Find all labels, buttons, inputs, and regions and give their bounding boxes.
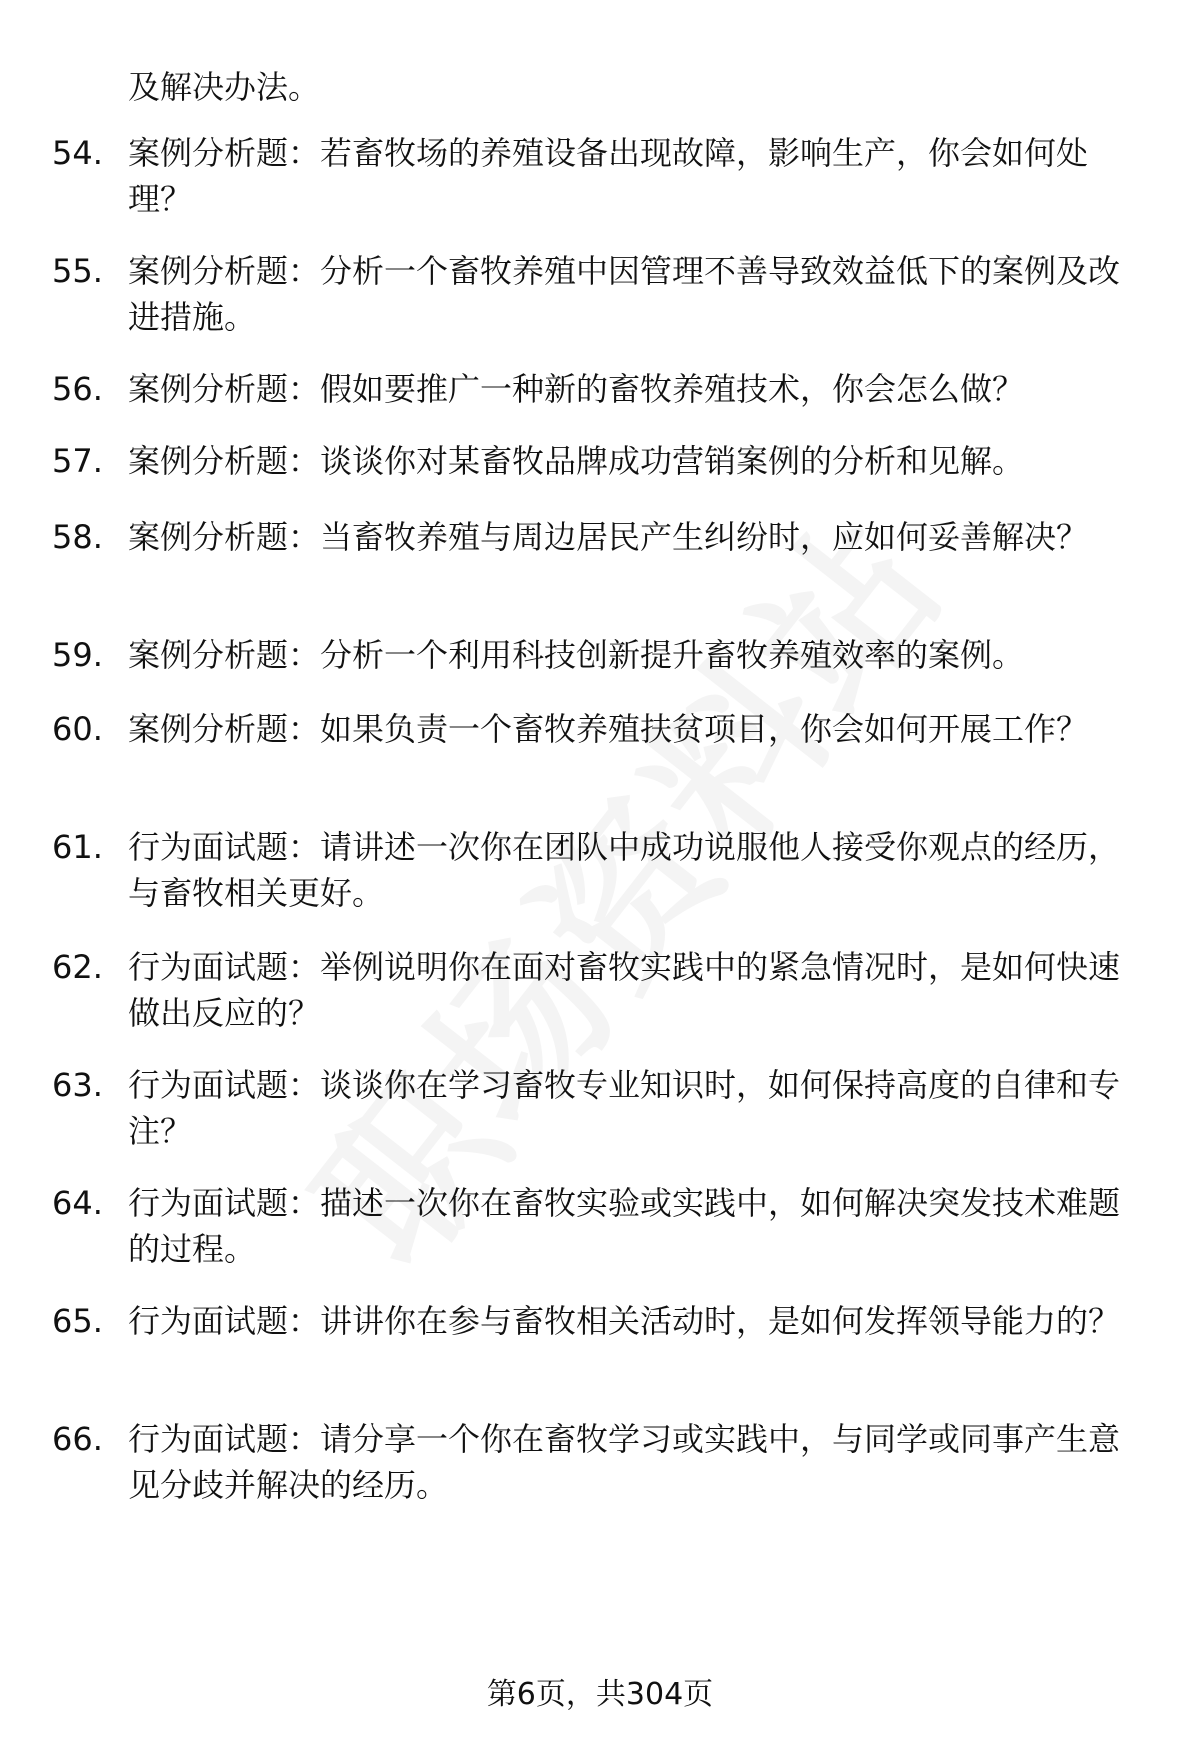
item-number: 55.	[52, 252, 103, 290]
item-text: 案例分析题：谈谈你对某畜牧品牌成功营销案例的分析和见解。	[128, 442, 1025, 480]
list-item	[52, 366, 1142, 412]
list-item	[52, 632, 1142, 678]
item-text: 行为面试题：描述一次你在畜牧实验或实践中，如何解决突发技术难题的过程。	[128, 1184, 1121, 1268]
item-number: 62.	[52, 948, 103, 986]
item-text: 案例分析题：若畜牧场的养殖设备出现故障，影响生产，你会如何处理？	[128, 134, 1089, 218]
item-text: 案例分析题：分析一个畜牧养殖中因管理不善导致效益低下的案例及改进措施。	[128, 252, 1121, 336]
list-item	[52, 824, 1142, 916]
item-text: 案例分析题：假如要推广一种新的畜牧养殖技术，你会怎么做？	[128, 370, 1025, 408]
item-text: 案例分析题：当畜牧养殖与周边居民产生纠纷时，应如何妥善解决？	[128, 518, 1089, 556]
list-item	[52, 248, 1142, 340]
item-text: 案例分析题：分析一个利用科技创新提升畜牧养殖效率的案例。	[128, 636, 1025, 674]
item-number: 66.	[52, 1420, 103, 1458]
item-number: 58.	[52, 518, 103, 556]
item-text: 行为面试题：讲讲你在参与畜牧相关活动时，是如何发挥领导能力的？	[128, 1302, 1121, 1340]
item-number: 54.	[52, 134, 103, 172]
item-number: 57.	[52, 442, 103, 480]
list-item	[52, 130, 1142, 222]
continued-text: 及解决办法。	[128, 68, 321, 106]
list-item	[52, 1180, 1142, 1272]
item-text: 行为面试题：请讲述一次你在团队中成功说服他人接受你观点的经历，与畜牧相关更好。	[128, 828, 1121, 912]
item-number: 63.	[52, 1066, 103, 1104]
item-text: 行为面试题：请分享一个你在畜牧学习或实践中，与同学或同事产生意见分歧并解决的经历。	[128, 1420, 1121, 1504]
item-text: 行为面试题：举例说明你在面对畜牧实践中的紧急情况时，是如何快速做出反应的？	[128, 948, 1121, 1032]
list-item	[52, 438, 1142, 484]
list-item	[52, 1298, 1142, 1344]
item-number: 65.	[52, 1302, 103, 1340]
list-item	[52, 706, 1142, 752]
item-number: 61.	[52, 828, 103, 866]
list-item	[52, 1062, 1142, 1154]
page-footer: 第6页，共304页	[486, 1677, 714, 1712]
item-number: 59.	[52, 636, 103, 674]
item-number: 60.	[52, 710, 103, 748]
item-number: 56.	[52, 370, 103, 408]
item-number: 64.	[52, 1184, 103, 1222]
list-item	[52, 944, 1142, 1036]
list-item	[52, 514, 1142, 560]
item-text: 案例分析题：如果负责一个畜牧养殖扶贫项目，你会如何开展工作？	[128, 710, 1089, 748]
list-item	[52, 1416, 1142, 1508]
item-text: 行为面试题：谈谈你在学习畜牧专业知识时，如何保持高度的自律和专注？	[128, 1066, 1121, 1150]
